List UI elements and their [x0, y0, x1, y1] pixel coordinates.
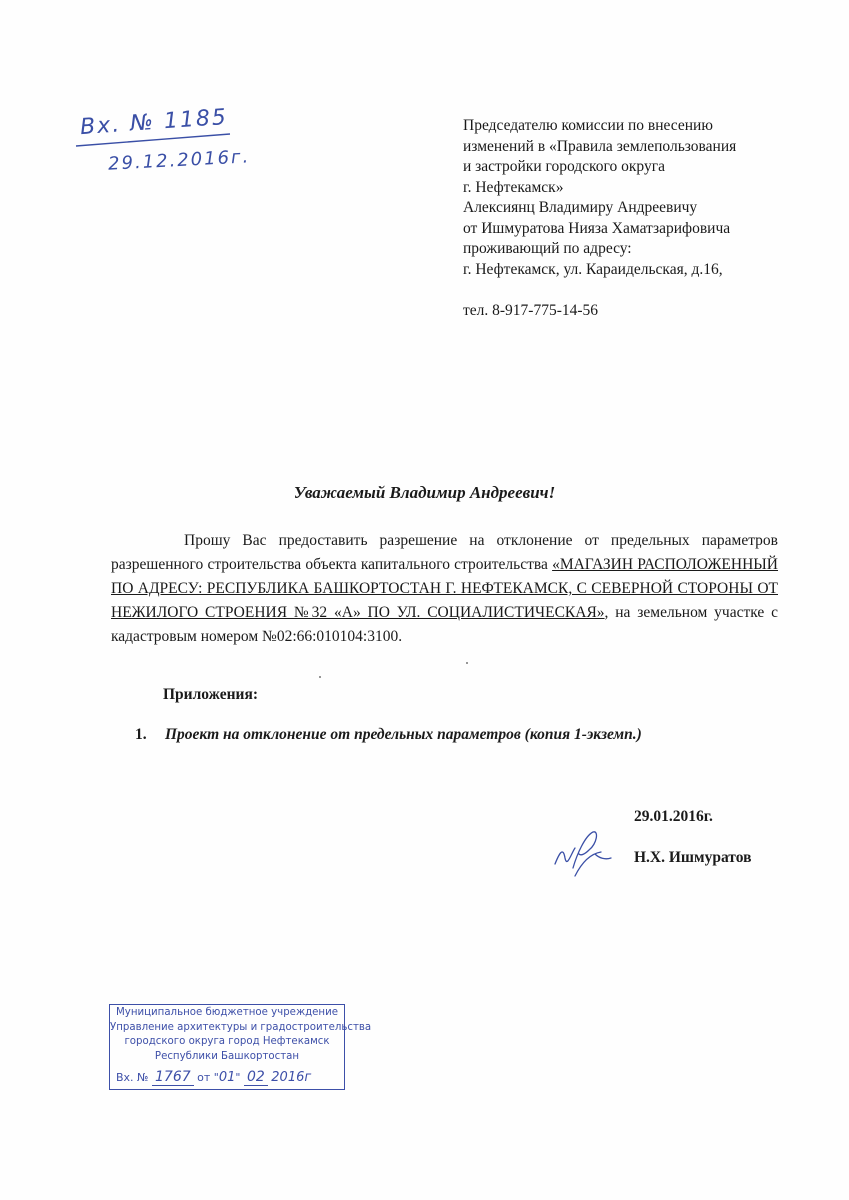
attachments-title: Приложения:	[163, 686, 258, 703]
handwritten-registration	[72, 104, 272, 184]
registration-stamp	[109, 1004, 372, 1090]
stamp-reg-prefix: Вх. №	[116, 1070, 149, 1084]
attachment-number: 1.	[135, 726, 147, 743]
addressee-phone: тел. 8-917-775-14-56	[463, 302, 599, 319]
addressee-line: от Ишмуратова Нияза Хаматзарифовича	[463, 219, 731, 237]
stamp-reg-from: от "	[197, 1070, 219, 1084]
addressee-block	[463, 116, 793, 322]
signature-date: 29.01.2016г.	[634, 808, 713, 825]
stamp-reg-number: 1767	[152, 1069, 194, 1086]
handwritten-signature	[545, 824, 615, 884]
addressee-line: г. Нефтекамск, ул. Караидельская, д.16,	[463, 260, 723, 278]
scan-speck	[319, 676, 321, 678]
registration-number: Вх. № 1185	[79, 104, 229, 141]
signer-name: Н.Х. Ишмуратов	[634, 849, 752, 866]
stamp-reg-day: 01	[218, 1069, 236, 1085]
object-name: «МАГАЗИН РАСПОЛОЖЕННЫЙ ПО АДРЕСУ: РЕСПУБЛИКА БАШКОРТОСТАН Г. НЕФТЕКАМСК, С СЕВЕРНОЙ СТОРОНЫ ОТ НЕЖИЛОГО СТРОЕНИЯ №32 «А» ПО УЛ. СОЦИАЛИСТИЧЕСКАЯ»	[111, 556, 779, 621]
addressee-line: проживающий по адресу:	[463, 240, 632, 257]
stamp-line: городского округа город Нефтекамск	[124, 1036, 330, 1047]
request-body	[111, 529, 778, 649]
request-text-end: , на земельном участке с кадастровым номером №02:66:010104:3100.	[111, 604, 778, 645]
addressee-line: и застройки городского округа	[463, 158, 665, 175]
stamp-line: Муниципальное бюджетное учреждение	[116, 1007, 338, 1018]
stamp-line: Управление архитектуры и градостроительства	[110, 1021, 372, 1033]
stamp-reg-quote: "	[235, 1070, 244, 1084]
stamp-reg-year: 2016г	[271, 1069, 312, 1085]
scan-speck	[466, 662, 468, 664]
registration-date: 29.12.2016г.	[107, 146, 251, 175]
addressee-line: Председателю комиссии по внесению	[463, 117, 713, 134]
stamp-registration-line	[116, 1070, 311, 1086]
salutation: Уважаемый Владимир Андреевич!	[293, 483, 556, 502]
stamp-reg-month: 02	[244, 1069, 268, 1086]
addressee-line: Алексиянц Владимиру Андреевичу	[463, 199, 698, 216]
stamp-line: Республики Башкортостан	[154, 1050, 300, 1062]
attachment-text: Проект на отклонение от предельных параметров (копия 1-экземп.)	[165, 726, 642, 743]
addressee-line: изменений в «Правила землепользования	[463, 137, 737, 155]
addressee-line: г. Нефтекамск»	[463, 178, 564, 196]
attachment-item	[135, 726, 642, 744]
request-text: Прошу Вас предоставить разрешение на отклонение от предельных параметров разрешенного строительства объекта капитального строительства	[111, 532, 778, 573]
